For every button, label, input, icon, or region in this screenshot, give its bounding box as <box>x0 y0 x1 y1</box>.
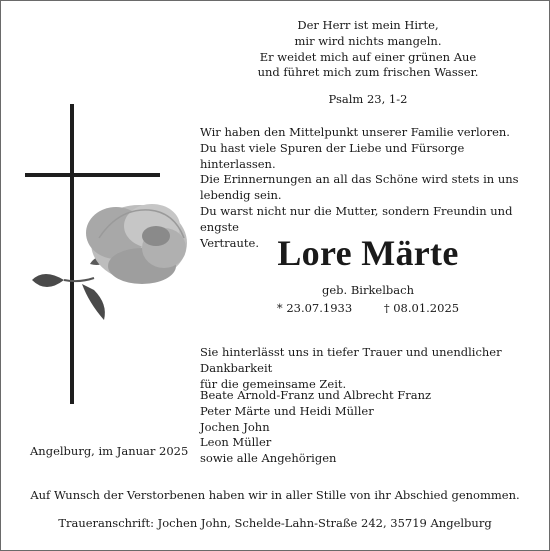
rose-stem <box>64 278 94 281</box>
mourning-line: Sie hinterlässt uns in tiefer Trauer und unendlicher Dankbarkeit <box>200 345 502 375</box>
death-date: † 08.01.2025 <box>383 301 460 315</box>
intro-line: Du warst nicht nur die Mutter, sondern Freundin und engste <box>200 203 513 234</box>
mourning-line: für die gemeinsame Zeit. <box>200 376 347 391</box>
family-member: sowie alle Angehörigen <box>200 451 337 466</box>
place-date: Angelburg, im Januar 2025 <box>30 444 189 458</box>
psalm-line: Der Herr ist mein Hirte, <box>297 18 439 32</box>
rose-leaf <box>32 274 64 287</box>
family-member: Peter Märte und Heidi Müller <box>200 403 374 418</box>
psalm-line: Er weidet mich auf einer grünen Aue <box>259 49 477 64</box>
psalm-verse <box>200 18 536 81</box>
family-member: Jochen John <box>200 419 270 434</box>
cross-horizontal-beam <box>25 173 160 177</box>
rose-leaf <box>82 284 105 320</box>
intro-line: Wir haben den Mittelpunkt unserer Familie verloren. <box>200 125 510 139</box>
mourning-address: Traueranschrift: Jochen John, Schelde-Lahn-Straße 242, 35719 Angelburg <box>58 516 492 530</box>
life-dates <box>200 301 536 315</box>
mourning-text <box>200 345 545 392</box>
intro-line: Vertraute. <box>200 235 260 250</box>
farewell-note: Auf Wunsch der Verstorbenen haben wir in aller Stille von ihr Abschied genommen. <box>30 488 520 502</box>
intro-line: lebendig sein. <box>200 188 282 203</box>
deceased-name: Lore Märte <box>277 233 459 273</box>
psalm-line: mir wird nichts mangeln. <box>294 33 442 48</box>
birth-name: geb. Birkelbach <box>322 283 414 297</box>
family-member: Beate Arnold-Franz und Albrecht Franz <box>200 388 432 402</box>
psalm-reference: Psalm 23, 1-2 <box>328 92 408 106</box>
cross-with-rose-icon <box>24 98 194 408</box>
psalm-line: und führet mich zum frischen Wasser. <box>257 65 479 80</box>
rose-center <box>142 226 170 246</box>
intro-line: Die Erinnernungen an all das Schöne wird stets in uns <box>200 172 519 187</box>
intro-line: Du hast viele Spuren der Liebe und Fürsorge hinterlassen. <box>200 140 465 171</box>
family-member: Leon Müller <box>200 435 272 450</box>
cross-vertical-beam <box>70 104 74 404</box>
family-list <box>200 388 536 467</box>
birth-date: * 23.07.1933 <box>276 301 353 315</box>
